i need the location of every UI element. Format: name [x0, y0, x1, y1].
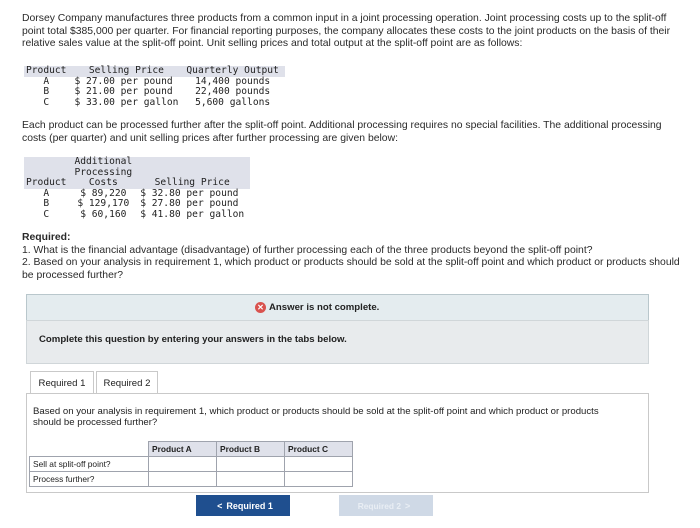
- chevron-left-icon: <: [217, 500, 223, 511]
- th-product-2: Product: [26, 177, 67, 189]
- answer-cell-b-sell[interactable]: [217, 457, 285, 472]
- further-processing-table: [24, 157, 250, 221]
- answer-cell-c-sell[interactable]: [285, 457, 353, 472]
- tab-required-1[interactable]: [30, 371, 94, 395]
- col-product-c: Product C: [285, 442, 353, 457]
- price-cell: $ 27.80 per pound: [140, 198, 239, 210]
- middle-paragraph: Each product can be processed further after the split-off point. Additional processing requires no special facilities. The additional processing costs (per quarter) and unit selling prices after further processing are given below:: [22, 120, 662, 144]
- row-label: Process further?: [30, 472, 149, 487]
- price-cell: $ 32.80 per pound: [140, 187, 239, 199]
- price-cell: $ 41.80 per gallon: [140, 208, 245, 220]
- price-cell: $ 33.00 per gallon: [74, 96, 179, 108]
- instruction-banner: [26, 320, 649, 364]
- row-label: Sell at split-off point?: [30, 457, 149, 472]
- table-row: [30, 472, 353, 487]
- answer-cell-c-process[interactable]: [285, 472, 353, 487]
- col-product-b: Product B: [217, 442, 285, 457]
- th-additional-costs: Additional Processing Costs: [74, 156, 133, 189]
- instruction-text: Complete this question by entering your answers in the tabs below.: [39, 334, 347, 345]
- product-cell: A: [43, 187, 50, 199]
- output-cell: 22,400 pounds: [195, 86, 271, 98]
- x-circle-icon: ✕: [255, 302, 266, 313]
- prev-label: Required 1: [226, 500, 273, 511]
- price-cell: $ 21.00 per pound: [74, 86, 173, 98]
- required-section: [22, 232, 682, 282]
- tab-panel-required-2: [26, 393, 649, 493]
- product-cell: C: [43, 96, 50, 108]
- th-selling-price: Selling Price: [88, 65, 164, 76]
- output-cell: 14,400 pounds: [195, 75, 271, 87]
- intro-paragraph: Dorsey Company manufactures three products from a common input in a joint processing operation. Joint processing costs up to the split-off point total $385,000 per quarter. For financial reporting purposes, the company allocates these costs to the joint products on the basis of their relative sales value at the split-off point. Unit selling prices and total output at the split-off point are as follows:: [22, 13, 671, 50]
- required-q1: 1. What is the financial advantage (disadvantage) of further processing each of the three products beyond the split-off point?: [22, 244, 593, 256]
- table-row: [30, 457, 353, 472]
- tab-label: Required 2: [103, 378, 151, 389]
- cost-cell: $ 89,220: [80, 187, 127, 199]
- answer-cell-b-process[interactable]: [217, 472, 285, 487]
- output-cell: 5,600 gallons: [195, 96, 271, 108]
- price-cell: $ 27.00 per pound: [74, 75, 173, 87]
- next-required-button[interactable]: [339, 495, 433, 516]
- th-selling-price-2: Selling Price: [154, 177, 230, 189]
- status-text: Answer is not complete.: [269, 302, 380, 313]
- answer-cell-a-process[interactable]: [149, 472, 217, 487]
- answer-cell-a-sell[interactable]: [149, 457, 217, 472]
- th-quarterly-output: Quarterly Output: [186, 65, 279, 76]
- answer-table: [29, 441, 353, 487]
- tab-label: Required 1: [38, 377, 86, 389]
- blank-header: [30, 442, 149, 457]
- product-cell: C: [43, 208, 50, 220]
- answer-status-banner: [26, 294, 649, 321]
- product-cell: B: [43, 198, 50, 210]
- split-off-table: [24, 66, 285, 108]
- th-product: Product: [26, 65, 67, 76]
- col-product-a: Product A: [149, 442, 217, 457]
- panel-question: Based on your analysis in requirement 1, which product or products should be sold at the split-off point and which product or products should be processed further?: [33, 406, 599, 428]
- next-label: Required 2: [357, 500, 402, 511]
- cost-cell: $ 129,170: [77, 198, 130, 210]
- product-cell: B: [43, 86, 50, 98]
- tab-required-2[interactable]: [96, 371, 158, 395]
- required-title: Required:: [22, 232, 71, 243]
- required-q2: 2. Based on your analysis in requirement 1, which product or products should be sold at the split-off point and which product or products should be processed further?: [22, 257, 680, 281]
- cost-cell: $ 60,160: [80, 208, 127, 220]
- chevron-right-icon: >: [405, 500, 411, 511]
- prev-required-button[interactable]: [196, 495, 290, 516]
- product-cell: A: [43, 75, 50, 87]
